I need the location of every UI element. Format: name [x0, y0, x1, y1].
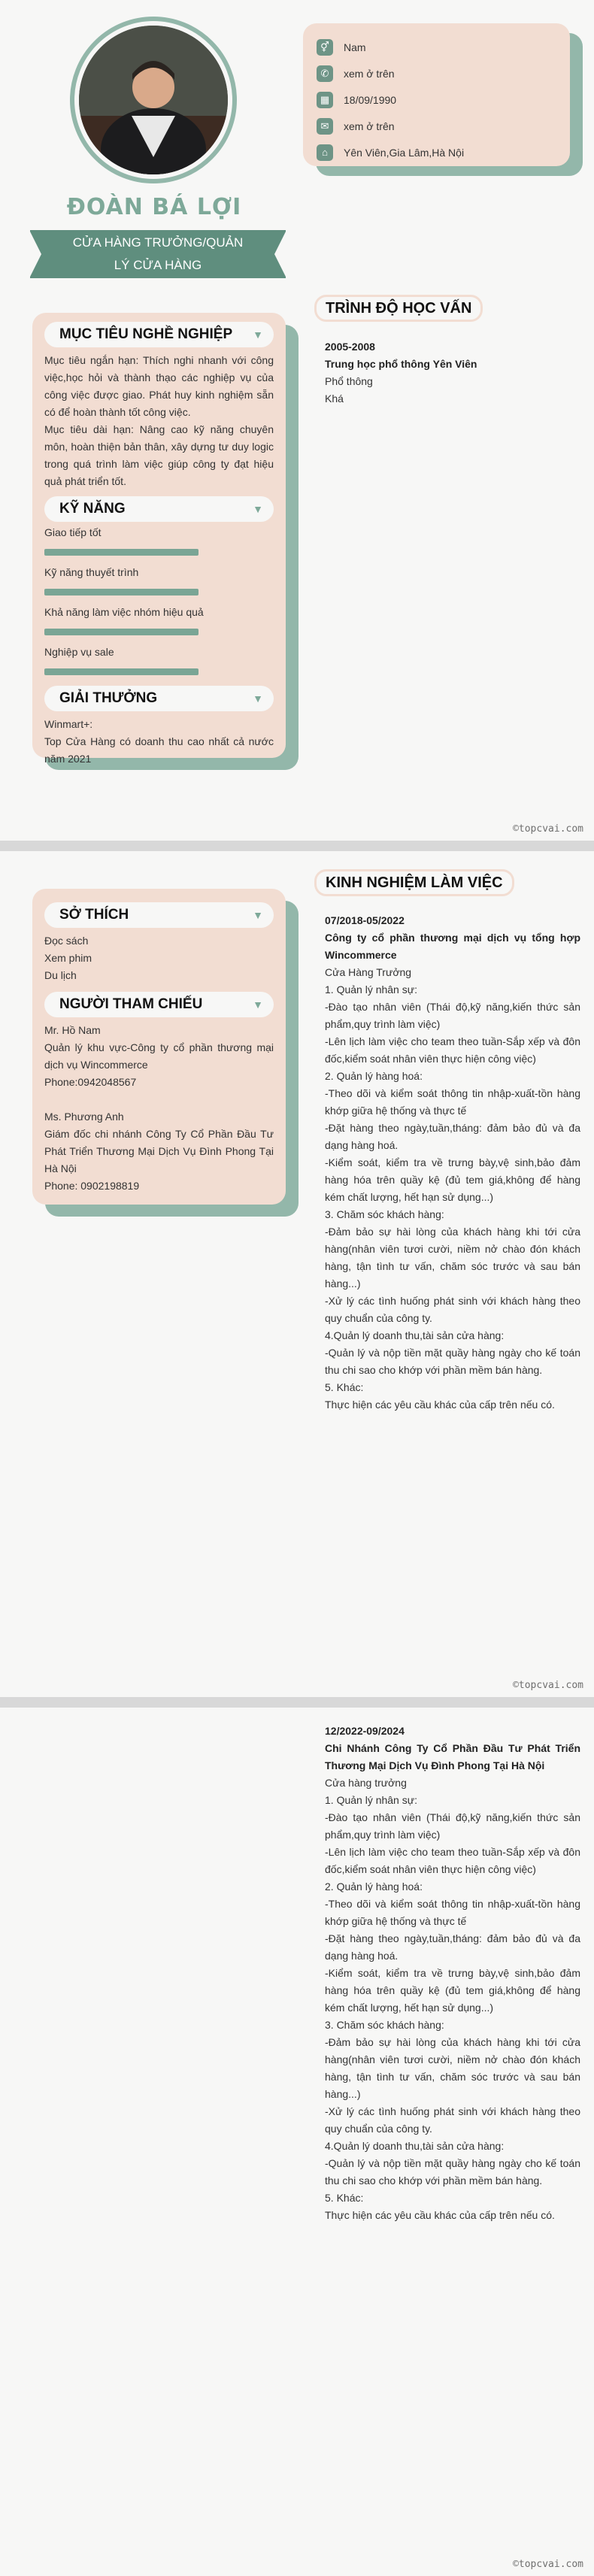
hobbies-header — [44, 902, 274, 928]
objective-short-term: Mục tiêu ngắn hạn: Thích nghi nhanh với công việc,học hỏi và thành thạo các nghiệp vụ của công việc được giao. Phát huy kinh nghiệm sẵn có để hoàn thành tốt công việc. — [44, 354, 274, 418]
education-title: TRÌNH ĐỘ HỌC VẤN — [326, 299, 472, 317]
objective-header — [44, 322, 274, 347]
job-2-line: -Kiểm soát, kiểm tra về trưng bày,vệ sinh,bảo đảm hàng hóa trên quầy kệ (đủ tem giá,không để hàng kém chất lượng, hết hạn sử dụng...) — [325, 1967, 580, 2014]
contact-birthday — [317, 86, 556, 113]
experience-title: KINH NGHIỆM LÀM VIỆC — [326, 874, 503, 891]
education-header — [314, 295, 483, 322]
contact-gender — [317, 34, 556, 60]
objective-long-term: Mục tiêu dài hạn: Nâng cao kỹ năng chuyên môn, hoàn thiện bản thân, xây dựng tư duy logic trong quá trình làm việc giúp công ty đạt hiệu quả phát triển tốt. — [44, 423, 274, 487]
address-value: Yên Viên,Gia Lâm,Hà Nội — [344, 146, 465, 159]
job-1-line: 1. Quản lý nhân sự: — [325, 983, 417, 996]
job-1-company: Công ty cổ phần thương mại dịch vụ tổng hợp Wincommerce — [325, 932, 580, 961]
education-period: 2005-2008 — [325, 341, 375, 353]
contact-email — [317, 113, 556, 139]
job-1-line: -Đào tạo nhân viên (Thái độ,kỹ năng,kiến thức sản phẩm,quy trình làm việc) — [325, 1001, 580, 1030]
job-2-line: 1. Quản lý nhân sự: — [325, 1794, 417, 1806]
job-2-line: -Đảm bảo sự hài lòng của khách hàng khi tới cửa hàng(nhân viên tươi cười, niềm nở chào đón khách hàng, tận tình tư vấn, chăm sóc trước và sau bán hàng...) — [325, 2036, 580, 2100]
candidate-name: ĐOÀN BÁ LỢI — [66, 194, 242, 220]
reference-2-phone: Phone: 0902198819 — [44, 1180, 140, 1192]
reference-2-position: Giám đốc chi nhánh Công Ty Cổ Phần Đầu Tư Phát Triển Thương Mại Dịch Vụ Đình Phong Tại Hà Nội — [44, 1128, 274, 1174]
job-2-line: -Đào tạo nhân viên (Thái độ,kỹ năng,kiến thức sản phẩm,quy trình làm việc) — [325, 1811, 580, 1841]
chevron-down-icon: ▼ — [253, 329, 263, 341]
skill-level-bar — [44, 589, 199, 596]
job-1-line: 2. Quản lý hàng hoá: — [325, 1070, 423, 1082]
skills-title: KỸ NĂNG — [59, 501, 126, 517]
job-2-line: Thực hiện các yêu cầu khác của cấp trên nếu có. — [325, 2209, 555, 2221]
watermark: ©topcvai.com — [513, 1680, 583, 1691]
watermark: ©topcvai.com — [513, 823, 583, 835]
skill-name: Khả năng làm việc nhóm hiệu quả — [44, 606, 204, 618]
references-header — [44, 992, 274, 1017]
watermark: ©topcvai.com — [513, 2559, 583, 2570]
phone-icon: ✆ — [317, 65, 333, 82]
contact-info — [303, 23, 570, 166]
job-1-line: -Đảm bảo sự hài lòng của khách hàng khi tới cửa hàng(nhân viên tươi cười, niềm nở chào đón khách hàng, tận tình tư vấn, chăm sóc trước và sau bán hàng...) — [325, 1226, 580, 1290]
email-value: xem ở trên — [344, 120, 395, 132]
job-title-banner — [30, 230, 286, 278]
job-2-line: -Xử lý các tình huống phát sinh với khách hàng theo quy chuẩn của công ty. — [325, 2105, 580, 2135]
skills-header — [44, 496, 274, 522]
birthday-value: 18/09/1990 — [344, 93, 397, 106]
reference-1-position: Quản lý khu vực-Công ty cổ phần thương mại dịch vụ Wincommerce — [44, 1041, 274, 1071]
job-2-line: 5. Khác: — [325, 2192, 364, 2204]
job-1-line: Cửa Hàng Trưởng — [325, 966, 412, 978]
job-1-line: 3. Chăm sóc khách hàng: — [325, 1208, 444, 1220]
experience-job-1 — [325, 912, 580, 1414]
chevron-down-icon: ▼ — [253, 692, 263, 705]
job-title-line-2: LÝ CỬA HÀNG — [114, 258, 202, 272]
job-2-company: Chi Nhánh Công Ty Cổ Phần Đầu Tư Phát Triển Thương Mại Dịch Vụ Đình Phong Tại Hà Nội — [325, 1742, 580, 1771]
award-organization: Winmart+: — [44, 718, 93, 730]
job-1-line: -Lên lịch làm việc cho team theo tuần-Sắp xếp và đôn đốc,kiểm soát nhân viên thực hiện công việc) — [325, 1035, 580, 1065]
home-icon: ⌂ — [317, 144, 333, 161]
experience-header — [314, 869, 514, 896]
left-column — [32, 889, 286, 1205]
job-2-line: -Lên lịch làm việc cho team theo tuần-Sắp xếp và đôn đốc,kiểm soát nhân viên thực hiện công việc) — [325, 1846, 580, 1875]
reference-1-phone: Phone:0942048567 — [44, 1076, 137, 1088]
reference-2-name: Ms. Phương Anh — [44, 1111, 124, 1123]
chevron-down-icon: ▼ — [253, 909, 263, 921]
education-school: Trung học phổ thông Yên Viên — [325, 358, 477, 370]
job-1-line: 4.Quản lý doanh thu,tài sản cửa hàng: — [325, 1329, 505, 1341]
reference-1-name: Mr. Hồ Nam — [44, 1024, 101, 1036]
phone-value: xem ở trên — [344, 67, 395, 80]
hobby-item: Xem phim — [44, 952, 92, 964]
contact-address — [317, 139, 556, 165]
job-2-period: 12/2022-09/2024 — [325, 1725, 405, 1737]
hobbies-title: SỞ THÍCH — [59, 907, 129, 923]
job-1-line: -Quản lý và nộp tiền mặt quầy hàng ngày cho kế toán thu chi sao cho khớp với phần mềm bán hàng. — [325, 1347, 580, 1376]
job-1-line: Thực hiện các yêu cầu khác của cấp trên nếu có. — [325, 1399, 555, 1411]
cv-page-1 — [0, 0, 594, 841]
left-column — [32, 313, 286, 765]
email-icon: ✉ — [317, 118, 333, 135]
job-2-line: 4.Quản lý doanh thu,tài sản cửa hàng: — [325, 2140, 505, 2152]
skill-name: Kỹ năng thuyết trình — [44, 566, 139, 578]
contact-phone — [317, 60, 556, 86]
avatar — [79, 26, 228, 174]
award-description: Top Cửa Hàng có doanh thu cao nhất cả nước năm 2021 — [44, 735, 274, 765]
education-level: Phổ thông — [325, 375, 373, 387]
job-1-line: -Theo dõi và kiểm soát thông tin nhập-xuất-tồn hàng khớp giữa hệ thống và thực tế — [325, 1087, 580, 1117]
objective-title: MỤC TIÊU NGHỀ NGHIỆP — [59, 326, 233, 342]
job-2-line: 2. Quản lý hàng hoá: — [325, 1880, 423, 1893]
job-2-line: -Đặt hàng theo ngày,tuần,tháng: đảm bảo đủ và đa dạng hàng hoá. — [325, 1932, 580, 1962]
job-1-line: -Kiểm soát, kiểm tra về trưng bày,vệ sinh,bảo đảm hàng hóa trên quầy kệ (đủ tem giá,không để hàng kém chất lượng, hết hạn sử dụng...) — [325, 1156, 580, 1203]
chevron-down-icon: ▼ — [253, 503, 263, 515]
cv-page-3 — [0, 1708, 594, 2576]
job-2-line: 3. Chăm sóc khách hàng: — [325, 2019, 444, 2031]
education-grade: Khá — [325, 392, 344, 405]
references-title: NGƯỜI THAM CHIẾU — [59, 996, 203, 1012]
job-1-line: -Đặt hàng theo ngày,tuần,tháng: đảm bảo đủ và đa dạng hàng hoá. — [325, 1122, 580, 1151]
calendar-icon: ▦ — [317, 92, 333, 108]
skill-level-bar — [44, 629, 199, 635]
gender-value: Nam — [344, 41, 366, 53]
skill-level-bar — [44, 549, 199, 556]
job-1-line: 5. Khác: — [325, 1381, 364, 1393]
experience-job-2 — [325, 1723, 580, 2224]
gender-icon: ⚥ — [317, 39, 333, 56]
job-2-line: Cửa hàng trưởng — [325, 1777, 407, 1789]
hobby-item: Du lịch — [44, 969, 77, 981]
awards-title: GIẢI THƯỞNG — [59, 690, 158, 706]
job-1-line: -Xử lý các tình huống phát sinh với khách hàng theo quy chuẩn của công ty. — [325, 1295, 580, 1324]
job-2-line: -Quản lý và nộp tiền mặt quầy hàng ngày cho kế toán thu chi sao cho khớp với phần mềm bán hàng. — [325, 2157, 580, 2187]
job-2-line: -Theo dõi và kiểm soát thông tin nhập-xuất-tồn hàng khớp giữa hệ thống và thực tế — [325, 1898, 580, 1927]
hobby-item: Đọc sách — [44, 935, 89, 947]
awards-header — [44, 686, 274, 711]
chevron-down-icon: ▼ — [253, 999, 263, 1011]
job-1-period: 07/2018-05/2022 — [325, 914, 405, 926]
skill-name: Nghiệp vụ sale — [44, 646, 114, 658]
education-entry — [325, 338, 580, 408]
job-title-line-1: CỬA HÀNG TRƯỞNG/QUẢN — [72, 235, 244, 250]
cv-page-2 — [0, 851, 594, 1697]
skill-level-bar — [44, 668, 199, 675]
skill-name: Giao tiếp tốt — [44, 526, 102, 538]
